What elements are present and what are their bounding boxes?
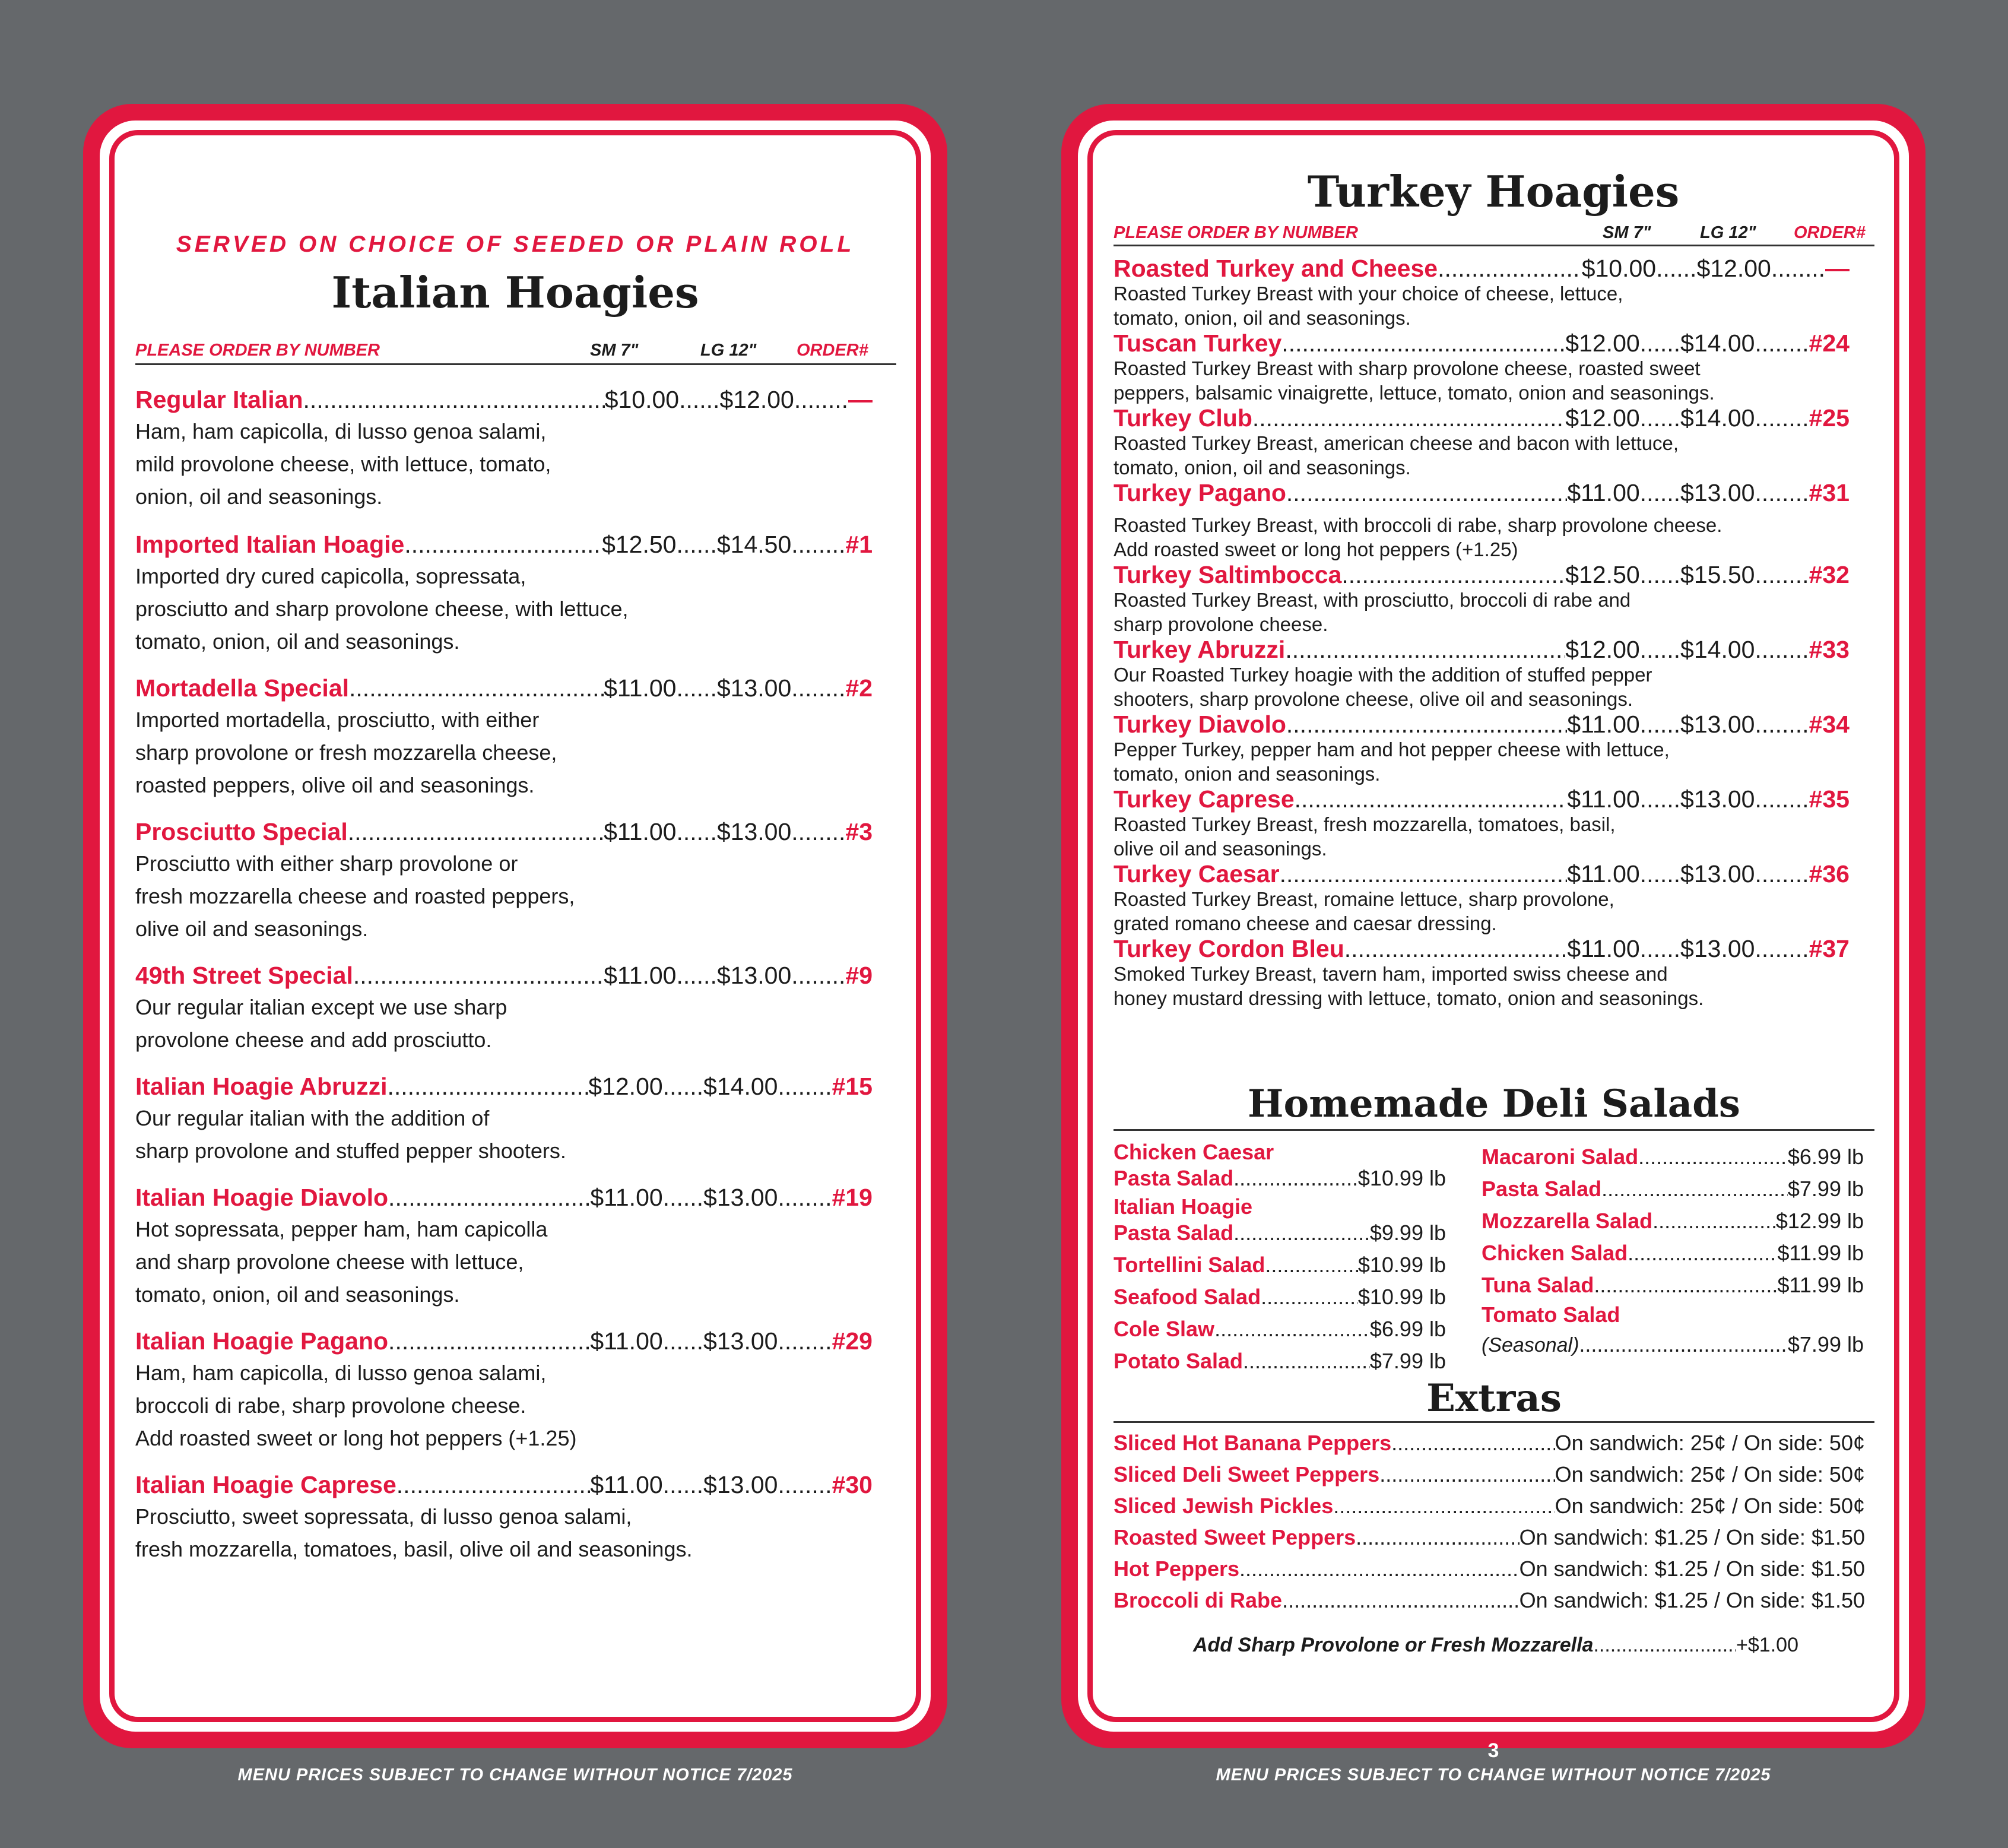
description-line: tomato, onion, oil and seasonings. [135, 629, 460, 654]
salad-price: $9.99 lb [1369, 1221, 1446, 1245]
description-line: Ham, ham capicolla, di lusso genoa salami, [135, 419, 547, 443]
description-line: Prosciutto, sweet sopressata, di lusso genoa salami, [135, 1504, 632, 1529]
large-price: $13.00 [1680, 479, 1755, 506]
order-number: — [848, 386, 873, 413]
menu-item-header: Italian Hoagie Pagano ..... $11.00 ...... $13.00 ........ #29 [135, 1327, 873, 1355]
large-price: $13.00 [1680, 711, 1755, 738]
extra-item [1114, 1427, 1865, 1459]
header-divider [135, 363, 896, 365]
salad-name: Pasta Salad [1114, 1221, 1234, 1245]
item-name: Italian Hoagie Caprese [135, 1471, 396, 1498]
item-description [135, 1213, 873, 1311]
salad-item [1114, 1281, 1446, 1313]
item-description [1114, 663, 1850, 711]
salad-item [1482, 1269, 1864, 1301]
extra-price: On sandwich: 25¢ / On side: 50¢ [1555, 1462, 1865, 1486]
description-line: sharp provolone cheese. [1114, 613, 1328, 635]
extras-divider [1114, 1421, 1874, 1423]
deli-salads-title: Homemade Deli Salads [1248, 1082, 1740, 1126]
cheese-addon [1193, 1634, 1798, 1657]
description-line: provolone cheese and add prosciutto. [135, 1028, 492, 1052]
small-price: $12.50 [1565, 561, 1640, 588]
salad-name: Tomato Salad [1482, 1302, 1620, 1327]
item-description [135, 1356, 873, 1454]
order-number: #19 [832, 1184, 873, 1211]
item-name: Tuscan Turkey [1114, 329, 1282, 357]
salad-price: $6.99 lb [1787, 1145, 1864, 1169]
item-description [1114, 737, 1850, 786]
menu-item-header: Regular Italian ..... $10.00 ...... $12.00 ........ — [135, 386, 873, 414]
description-line: grated romano cheese and caesar dressing. [1114, 912, 1497, 934]
small-price: $11.00 [590, 1327, 663, 1355]
salad-price: $12.99 lb [1775, 1209, 1864, 1233]
extra-item [1114, 1490, 1865, 1521]
small-price: $11.00 [604, 674, 677, 702]
salad-item [1114, 1313, 1446, 1345]
order-number: #37 [1809, 935, 1850, 962]
extra-item [1114, 1584, 1865, 1616]
extra-price: On sandwich: $1.25 / On side: $1.50 [1519, 1525, 1865, 1549]
large-price: $13.00 [716, 818, 792, 845]
small-price: $12.00 [1565, 636, 1640, 663]
menu-item-header: Turkey Caprese ..... $11.00 ...... $13.00 ........ #35 [1114, 786, 1850, 812]
menu-item-header: Roasted Turkey and Cheese ..... $10.00 ...... $12.00 ........ — [1114, 255, 1850, 281]
salad-price: $10.99 lb [1357, 1253, 1446, 1277]
italian-hoagie-list [135, 386, 873, 1582]
description-line: sharp provolone or fresh mozzarella cheese, [135, 740, 557, 765]
salad-name: Macaroni Salad [1482, 1145, 1639, 1169]
menu-item-header: Prosciutto Special ..... $11.00 ...... $13.00 ........ #3 [135, 818, 873, 846]
salad-name: Pasta Salad [1482, 1177, 1602, 1201]
large-price: $15.50 [1680, 561, 1755, 588]
left-footer-note: MENU PRICES SUBJECT TO CHANGE WITHOUT NOTICE 7/2025 [237, 1765, 793, 1784]
description-line: Imported dry cured capicolla, sopressata, [135, 564, 526, 588]
small-size-header: SM 7" [1603, 223, 1651, 242]
item-description [135, 703, 873, 801]
item-description [1114, 356, 1850, 405]
menu-item-header: Turkey Saltimbocca ..... $12.50 ...... $15.50 ........ #32 [1114, 562, 1850, 588]
turkey-hoagie-list [1114, 255, 1850, 1010]
description-line: tomato, onion and seasonings. [1114, 763, 1381, 785]
description-line: Roasted Turkey Breast, with broccoli di rabe, sharp provolone cheese. [1114, 514, 1722, 536]
item-description [135, 415, 873, 513]
description-line: olive oil and seasonings. [1114, 838, 1327, 860]
salad-item [1114, 1219, 1446, 1247]
small-price: $11.00 [590, 1471, 663, 1498]
description-line: Our regular italian except we use sharp [135, 995, 507, 1019]
order-number: #15 [832, 1073, 873, 1100]
description-line: prosciutto and sharp provolone cheese, with lettuce, [135, 597, 629, 621]
large-price: $13.00 [1680, 785, 1755, 813]
menu-item-header: Tuscan Turkey ..... $12.00 ...... $14.00 ........ #24 [1114, 330, 1850, 356]
order-number: #25 [1809, 404, 1850, 432]
salad-price: $10.99 lb [1357, 1166, 1446, 1190]
order-number: #30 [832, 1471, 873, 1498]
extra-item [1114, 1553, 1865, 1584]
small-price: $10.00 [604, 386, 680, 413]
small-price: $12.00 [1565, 329, 1640, 357]
extra-name: Sliced Hot Banana Peppers [1114, 1431, 1392, 1455]
item-name: Turkey Caprese [1114, 785, 1295, 813]
small-price: $11.00 [604, 818, 677, 845]
description-line: and sharp provolone cheese with lettuce, [135, 1250, 524, 1274]
order-number: #2 [845, 674, 873, 702]
salads-right-column [1482, 1141, 1864, 1361]
salad-item [1114, 1345, 1446, 1377]
item-description [135, 1102, 873, 1167]
header-divider [1114, 245, 1874, 246]
description-line: tomato, onion, oil and seasonings. [1114, 307, 1411, 329]
description-line: Hot sopressata, pepper ham, ham capicolla [135, 1217, 548, 1241]
item-name: Roasted Turkey and Cheese [1114, 255, 1438, 282]
item-name: Turkey Saltimbocca [1114, 561, 1342, 588]
salad-price: $6.99 lb [1369, 1317, 1446, 1341]
salad-name: Tuna Salad [1482, 1273, 1594, 1297]
extra-name: Roasted Sweet Peppers [1114, 1525, 1356, 1549]
large-size-header: LG 12" [1700, 223, 1756, 242]
description-line: Roasted Turkey Breast, fresh mozzarella, tomatoes, basil, [1114, 813, 1616, 835]
description-line: Our Roasted Turkey hoagie with the addition of stuffed pepper [1114, 664, 1652, 686]
menu-item [135, 1184, 873, 1311]
menu-item [1114, 936, 1850, 1010]
item-name: Turkey Cordon Bleu [1114, 935, 1344, 962]
large-price: $13.00 [716, 674, 792, 702]
large-price: $13.00 [703, 1327, 778, 1355]
description-line: Smoked Turkey Breast, tavern ham, imported swiss cheese and [1114, 963, 1668, 985]
menu-item [135, 674, 873, 801]
salad-item [1482, 1237, 1864, 1269]
menu-item [135, 818, 873, 945]
salad-price: $7.99 lb [1369, 1349, 1446, 1373]
small-price: $11.00 [590, 1184, 663, 1211]
large-price: $14.00 [1680, 404, 1755, 432]
item-description [1114, 513, 1850, 562]
description-line: Roasted Turkey Breast with sharp provolone cheese, roasted sweet [1114, 357, 1701, 379]
salad-price: $10.99 lb [1357, 1285, 1446, 1309]
description-line: tomato, onion, oil and seasonings. [1114, 457, 1411, 478]
description-line: fresh mozzarella, tomatoes, basil, olive oil and seasonings. [135, 1537, 693, 1561]
order-number: #24 [1809, 329, 1850, 357]
description-line: Roasted Turkey Breast with your choice of cheese, lettuce, [1114, 283, 1623, 305]
salad-name: Chicken Salad [1482, 1241, 1628, 1265]
menu-item [1114, 330, 1850, 405]
small-price: $10.00 [1581, 255, 1657, 282]
extras-title: Extras [1426, 1376, 1562, 1421]
menu-item-header: Turkey Club ..... $12.00 ...... $14.00 ........ #25 [1114, 405, 1850, 431]
small-size-header: SM 7" [590, 341, 639, 360]
menu-item [1114, 861, 1850, 936]
salad-name: Seafood Salad [1114, 1285, 1261, 1309]
item-name: Turkey Abruzzi [1114, 636, 1286, 663]
order-number: #9 [845, 962, 873, 989]
item-description [135, 991, 873, 1056]
description-line: fresh mozzarella cheese and roasted peppers, [135, 884, 575, 908]
order-number: #33 [1809, 636, 1850, 663]
description-line: Roasted Turkey Breast, romaine lettuce, sharp provolone, [1114, 888, 1614, 910]
description-line: honey mustard dressing with lettuce, tomato, onion and seasonings. [1114, 987, 1704, 1009]
small-price: $11.00 [1567, 935, 1640, 962]
large-price: $13.00 [716, 962, 792, 989]
description-line: tomato, onion, oil and seasonings. [135, 1282, 460, 1307]
extra-price: On sandwich: $1.25 / On side: $1.50 [1519, 1588, 1865, 1612]
item-name: Mortadella Special [135, 674, 350, 702]
order-number: #1 [845, 531, 873, 558]
roll-choice-subtitle: SERVED ON CHOICE OF SEEDED OR PLAIN ROLL [176, 232, 855, 257]
description-line: Our regular italian with the addition of [135, 1106, 490, 1130]
salads-divider [1114, 1129, 1874, 1131]
menu-item [1114, 562, 1850, 636]
turkey-hoagies-title: Turkey Hoagies [1307, 166, 1680, 217]
large-price: $14.50 [716, 531, 792, 558]
small-price: $12.50 [602, 531, 677, 558]
small-price: $11.00 [1567, 785, 1640, 813]
description-line: roasted peppers, olive oil and seasonings. [135, 773, 535, 797]
item-name: Italian Hoagie Pagano [135, 1327, 389, 1355]
salads-left-column [1114, 1140, 1446, 1377]
large-price: $14.00 [1680, 636, 1755, 663]
item-name: Italian Hoagie Diavolo [135, 1184, 389, 1211]
order-by-number-note: PLEASE ORDER BY NUMBER [1114, 223, 1358, 242]
extra-name: Hot Peppers [1114, 1557, 1240, 1581]
page-number: 3 [1487, 1739, 1499, 1762]
item-description [135, 847, 873, 945]
salad-item [1482, 1173, 1864, 1205]
extra-item [1114, 1459, 1865, 1490]
menu-item-header: 49th Street Special ..... $11.00 ...... $13.00 ........ #9 [135, 962, 873, 990]
salad-name: Cole Slaw [1114, 1317, 1215, 1341]
salad-item [1114, 1249, 1446, 1281]
menu-item [135, 1327, 873, 1454]
large-price: $13.00 [703, 1184, 778, 1211]
item-name: Prosciutto Special [135, 818, 348, 845]
small-price: $11.00 [1567, 711, 1640, 738]
description-line: Add roasted sweet or long hot peppers (+1.25) [135, 1426, 577, 1450]
right-footer-note: MENU PRICES SUBJECT TO CHANGE WITHOUT NOTICE 7/2025 [1216, 1765, 1771, 1784]
salad-price: $7.99 lb [1787, 1177, 1864, 1201]
item-name: Regular Italian [135, 386, 303, 413]
order-number-header: ORDER# [1794, 223, 1866, 242]
extras-list [1114, 1427, 1865, 1616]
description-line: sharp provolone and stuffed pepper shooters. [135, 1139, 566, 1163]
salad-item [1482, 1141, 1864, 1173]
description-line: Roasted Turkey Breast, american cheese and bacon with lettuce, [1114, 432, 1679, 454]
salad-item [1482, 1329, 1864, 1361]
salad-note: (Seasonal) [1482, 1334, 1579, 1356]
menu-item [135, 531, 873, 658]
addon-label: Add Sharp Provolone or Fresh Mozzarella [1193, 1634, 1594, 1656]
salad-price: $11.99 lb [1777, 1241, 1864, 1265]
item-name: Turkey Club [1114, 404, 1252, 432]
menu-item [135, 1073, 873, 1167]
description-line: Imported mortadella, prosciutto, with either [135, 708, 540, 732]
order-number: #36 [1809, 860, 1850, 887]
salad-name: Potato Salad [1114, 1349, 1243, 1373]
large-price: $13.00 [1680, 860, 1755, 887]
small-price: $11.00 [604, 962, 677, 989]
large-price: $12.00 [719, 386, 794, 413]
salad-item [1114, 1165, 1446, 1192]
description-line: mild provolone cheese, with lettuce, tomato, [135, 452, 551, 476]
menu-item-header: Turkey Abruzzi ..... $12.00 ...... $14.00 ........ #33 [1114, 636, 1850, 663]
item-description [135, 560, 873, 658]
order-number: #34 [1809, 711, 1850, 738]
menu-item [1114, 711, 1850, 786]
description-line: Add roasted sweet or long hot peppers (+1.25) [1114, 538, 1518, 560]
item-name: Turkey Pagano [1114, 479, 1286, 506]
menu-item [135, 386, 873, 513]
extra-price: On sandwich: 25¢ / On side: 50¢ [1555, 1494, 1865, 1518]
item-description [1114, 431, 1850, 480]
item-name: Italian Hoagie Abruzzi [135, 1073, 388, 1100]
extra-name: Sliced Jewish Pickles [1114, 1494, 1334, 1518]
item-description [1114, 588, 1850, 636]
large-price: $14.00 [703, 1073, 778, 1100]
order-number: #29 [832, 1327, 873, 1355]
description-line: Prosciutto with either sharp provolone or [135, 851, 518, 876]
item-description [1114, 812, 1850, 861]
order-by-number-note: PLEASE ORDER BY NUMBER [135, 341, 380, 360]
menu-item-header: Italian Hoagie Caprese ..... $11.00 ...... $13.00 ........ #30 [135, 1471, 873, 1499]
salad-name: Mozzarella Salad [1482, 1209, 1653, 1233]
large-price: $13.00 [703, 1471, 778, 1498]
menu-item [1114, 636, 1850, 711]
item-name: 49th Street Special [135, 962, 353, 989]
description-line: Pepper Turkey, pepper ham and hot pepper cheese with lettuce, [1114, 738, 1670, 760]
menu-item [135, 962, 873, 1056]
salad-name-line: Chicken Caesar [1114, 1140, 1274, 1164]
menu-item [1114, 255, 1850, 330]
large-price: $13.00 [1680, 935, 1755, 962]
order-number-header: ORDER# [797, 341, 868, 360]
italian-hoagies-title: Italian Hoagies [331, 267, 699, 318]
extra-name: Broccoli di Rabe [1114, 1588, 1283, 1612]
menu-item [1114, 405, 1850, 480]
description-line: Ham, ham capicolla, di lusso genoa salami, [135, 1361, 547, 1385]
small-price: $11.00 [1567, 860, 1640, 887]
order-number: — [1825, 255, 1850, 282]
small-price: $11.00 [1567, 479, 1640, 506]
addon-price: +$1.00 [1736, 1634, 1798, 1656]
description-line: broccoli di rabe, sharp provolone cheese. [135, 1393, 526, 1418]
extra-price: On sandwich: 25¢ / On side: 50¢ [1555, 1431, 1865, 1455]
menu-item [135, 1471, 873, 1565]
menu-item-header: Turkey Cordon Bleu ..... $11.00 ...... $13.00 ........ #37 [1114, 936, 1850, 962]
large-price: $14.00 [1680, 329, 1755, 357]
description-line: shooters, sharp provolone cheese, olive oil and seasonings. [1114, 688, 1633, 710]
menu-item-header: Italian Hoagie Abruzzi ..... $12.00 ...... $14.00 ........ #15 [135, 1073, 873, 1101]
description-line: peppers, balsamic vinaigrette, lettuce, tomato, onion and seasonings. [1114, 382, 1715, 404]
menu-item-header: Italian Hoagie Diavolo ..... $11.00 ...... $13.00 ........ #19 [135, 1184, 873, 1212]
item-description [1114, 887, 1850, 936]
item-name: Turkey Caesar [1114, 860, 1280, 887]
large-size-header: LG 12" [700, 341, 757, 360]
menu-item-header: Mortadella Special ..... $11.00 ...... $13.00 ........ #2 [135, 674, 873, 702]
salad-price: $7.99 lb [1787, 1332, 1864, 1356]
salad-name-line: Italian Hoagie [1114, 1194, 1253, 1219]
menu-item-header: Turkey Pagano ..... $11.00 ...... $13.00 ........ #31 [1114, 480, 1850, 506]
order-number: #3 [845, 818, 873, 845]
item-description [1114, 281, 1850, 330]
item-name: Turkey Diavolo [1114, 711, 1286, 738]
small-price: $12.00 [1565, 404, 1640, 432]
order-number: #32 [1809, 561, 1850, 588]
salad-name: Pasta Salad [1114, 1166, 1234, 1190]
description-line: onion, oil and seasonings. [135, 484, 383, 509]
menu-item-header: Imported Italian Hoagie ..... $12.50 ...... $14.50 ........ #1 [135, 531, 873, 559]
salad-price: $11.99 lb [1777, 1273, 1864, 1297]
small-price: $12.00 [588, 1073, 663, 1100]
order-number: #35 [1809, 785, 1850, 813]
item-name: Imported Italian Hoagie [135, 531, 405, 558]
extra-price: On sandwich: $1.25 / On side: $1.50 [1519, 1557, 1865, 1581]
menu-item-header: Turkey Diavolo ..... $11.00 ...... $13.00 ........ #34 [1114, 711, 1850, 737]
order-number: #31 [1809, 479, 1850, 506]
large-price: $12.00 [1696, 255, 1771, 282]
menu-item-header: Turkey Caesar ..... $11.00 ...... $13.00 ........ #36 [1114, 861, 1850, 887]
item-description [135, 1500, 873, 1565]
menu-item [1114, 480, 1850, 562]
description-line: Roasted Turkey Breast, with prosciutto, broccoli di rabe and [1114, 589, 1631, 611]
extra-item [1114, 1521, 1865, 1553]
salad-name: Tortellini Salad [1114, 1253, 1265, 1277]
description-line: olive oil and seasonings. [135, 917, 369, 941]
salad-item [1482, 1205, 1864, 1237]
item-description [1114, 962, 1850, 1010]
extra-name: Sliced Deli Sweet Peppers [1114, 1462, 1380, 1486]
menu-item [1114, 786, 1850, 861]
